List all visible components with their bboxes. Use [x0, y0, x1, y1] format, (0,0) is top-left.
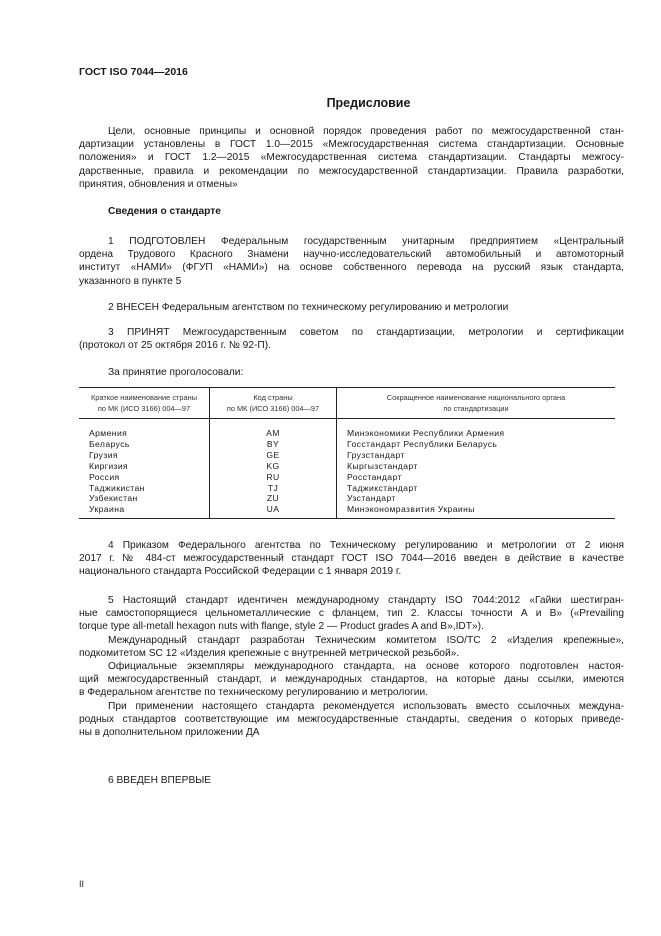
text-line: Международный стандарт разработан Техническим комитетом ISO/TC 2 «Изделия крепежные»,: [108, 634, 624, 646]
agency-cell: Таджикстандарт: [337, 483, 616, 494]
item-2: [79, 301, 624, 314]
column-header: Краткое наименование страны по МК (ИСО 3166) 004—97: [79, 388, 210, 419]
table-row: [79, 450, 615, 461]
country-cell: Киргизия: [89, 460, 129, 471]
country-cell: Грузия: [89, 449, 118, 460]
code-cell: GE: [210, 450, 337, 461]
text-line: родных стандартов соответствующие им межгосударственные стандарты, сведения о которых приведе-: [79, 713, 624, 725]
code-cell: TJ: [210, 483, 337, 494]
text-line: 4 Приказом Федерального агентства по Техническому регулированию и метрологии от 2 июня: [108, 540, 624, 551]
voting-table: [79, 387, 615, 519]
text-line: 5 Настоящий стандарт идентичен международному стандарту ISO 7044:2012 «Гайки шестигран-: [108, 595, 624, 606]
agency-cell: Минэкономразвития Украины: [337, 504, 616, 518]
code-cell: BY: [210, 439, 337, 450]
item-1: [79, 235, 624, 288]
text-line: указанного в пункте 5: [79, 275, 182, 287]
item-5: [79, 594, 624, 739]
column-header: Сокращенное наименование национального органа по стандартизации: [337, 388, 616, 419]
table-row: [79, 483, 615, 494]
section-heading: Сведения о стандарте: [108, 206, 221, 217]
document-header: ГОСТ ISO 7044—2016: [79, 66, 188, 78]
text-line: национального стандарта Российской Федерации с 1 января 2019 г.: [79, 566, 402, 578]
text-line: дартизации установлены в ГОСТ 1.0—2015 «Межгосударственная система стандартизации. Основные: [79, 139, 624, 151]
column-header: Код страны по МК (ИСО 3166) 004—97: [210, 388, 337, 419]
text-line: подкомитетом SC 12 «Изделия крепежные с внутренней метрической резьбой».: [79, 647, 460, 659]
agency-cell: Госстандарт Республики Беларусь: [337, 439, 616, 450]
agency-cell: Минэкономики Республики Армения: [337, 419, 616, 439]
item-4: [79, 539, 624, 579]
text-line: ны в дополнительном приложении ДА: [79, 726, 260, 738]
table-header-row: [79, 388, 615, 419]
text-line: щий межгосударственный стандарт, и международных стандартов, на которые даны ссылки, имеются: [79, 674, 624, 686]
agency-cell: Узстандарт: [337, 493, 616, 504]
country-cell: Армения: [89, 428, 128, 438]
text-line: 1 ПОДГОТОВЛЕН Федеральным государственным унитарным предприятием «Центральный: [108, 236, 624, 247]
text-line: 3 ПРИНЯТ Межгосударственным советом по стандартизации, метрологии и сертификации: [108, 327, 624, 338]
text-line: 2017 г. № 484-ст межгосударственный стандарт ГОСТ ISO 7044—2016 введен в действие в качестве: [79, 553, 624, 565]
table-row: [79, 419, 615, 439]
text-line: ордена Трудового Красного Знамени научно-исследовательский автомобильный и автомоторный: [79, 249, 624, 261]
text-line: в Федеральном агентстве по техническому регулированию и метрологии.: [79, 687, 428, 699]
country-cell: Узбекистан: [89, 493, 138, 504]
text-line: Цели, основные принципы и основной порядок проведения работ по межгосударственной стан-: [108, 126, 624, 137]
country-cell: Таджикистан: [89, 482, 145, 493]
text-line: 2 ВНЕСЕН Федеральным агентством по техническому регулированию и метрологии: [108, 302, 509, 313]
agency-cell: Росстандарт: [337, 472, 616, 483]
code-cell: KG: [210, 461, 337, 472]
item-3: [79, 326, 624, 352]
agency-cell: Кыргызстандарт: [337, 461, 616, 472]
code-cell: RU: [210, 472, 337, 483]
table-row: [79, 493, 615, 504]
text-line: институт «НАМИ» (ФГУП «НАМИ») на основе собственного перевода на русский язык стандарта,: [79, 262, 624, 274]
table-row: [79, 472, 615, 483]
code-cell: ZU: [210, 493, 337, 504]
text-line: (протокол от 25 октября 2016 г. № 92-П).: [79, 340, 271, 352]
country-cell: Украина: [79, 504, 210, 518]
text-line: принятия, обновления и отмены»: [79, 178, 238, 190]
voted-label: За принятие проголосовали:: [108, 367, 244, 378]
text-line: torque type all-metall hexagon nuts with flange, style 2 — Product grades A and B»,IDT»).: [79, 621, 484, 633]
text-line: ные самостопорящиеся цельнометаллические с фланцем, тип 2. Классы точности А и В» («Prevailing: [79, 608, 624, 620]
text-line: 6 ВВЕДЕН ВПЕРВЫЕ: [108, 775, 212, 786]
code-cell: UA: [210, 504, 337, 518]
table-row: [79, 461, 615, 472]
text-line: Официальные экземпляры международного стандарта, на основе которого подготовлен настоя-: [108, 660, 624, 672]
intro-paragraph: [79, 125, 624, 191]
page-number: II: [79, 879, 85, 889]
country-cell: Россия: [89, 471, 120, 482]
country-cell: Беларусь: [89, 438, 130, 449]
code-cell: AM: [210, 419, 337, 439]
agency-cell: Грузстандарт: [337, 450, 616, 461]
table-row: [79, 504, 615, 518]
page-title: Предисловие: [326, 96, 411, 110]
text-line: дарственные, правила и рекомендации по межгосударственной стандартизации. Правила разработки,: [79, 165, 624, 177]
text-line: При применении настоящего стандарта рекомендуется использовать вместо ссылочных междуна-: [108, 700, 624, 712]
item-6: [79, 774, 624, 787]
text-line: положения» и ГОСТ 1.2—2015 «Межгосударственная система стандартизации. Стандарты межгосу-: [79, 152, 624, 164]
table-row: [79, 439, 615, 450]
